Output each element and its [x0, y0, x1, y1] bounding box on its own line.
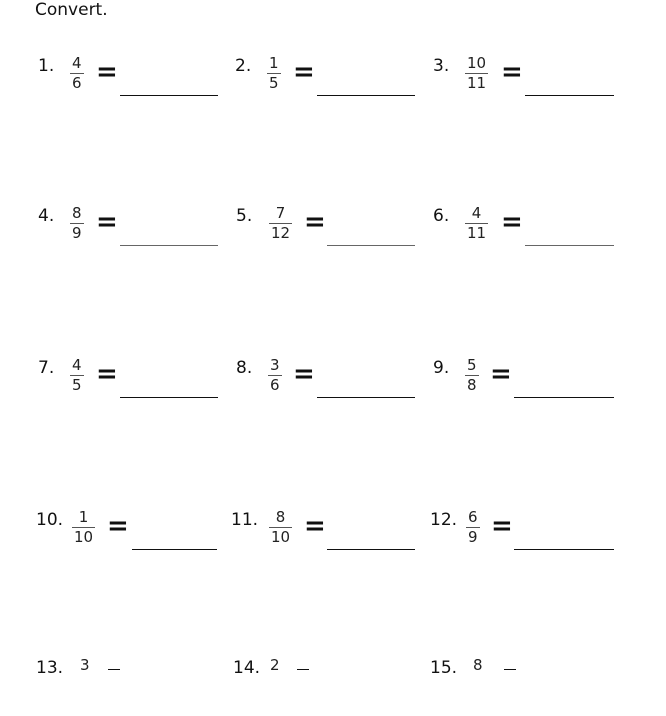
- problem-number: 14.: [233, 658, 261, 678]
- problem-8: [236, 354, 426, 414]
- equals-sign: =: [491, 511, 513, 541]
- answer-blank[interactable]: [317, 397, 415, 398]
- problem-number: 15.: [430, 658, 458, 678]
- numerator: 1: [269, 54, 279, 72]
- problem-13: [36, 656, 226, 716]
- fraction: [72, 509, 95, 546]
- answer-blank[interactable]: [327, 549, 415, 550]
- denominator: 11: [467, 74, 487, 92]
- fraction: [70, 205, 84, 242]
- equals-sign: =: [293, 359, 315, 389]
- equals-sign: =: [107, 511, 129, 541]
- fraction: [267, 55, 281, 92]
- numerator: 8: [275, 508, 286, 526]
- answer-blank[interactable]: [514, 397, 614, 398]
- answer-blank[interactable]: [120, 397, 218, 398]
- problem-number: 12.: [430, 510, 458, 530]
- problem-number: 11.: [231, 510, 259, 530]
- problem-14: [233, 656, 423, 716]
- answer-blank[interactable]: [132, 549, 217, 550]
- problem-number: 7.: [38, 358, 55, 378]
- problem-number: 8.: [236, 358, 253, 378]
- fraction: [269, 205, 292, 242]
- denominator: 5: [72, 376, 82, 394]
- fraction: [269, 509, 292, 546]
- problem-1: [38, 52, 228, 112]
- denominator: 10: [74, 528, 94, 546]
- numerator: 3: [80, 656, 90, 674]
- problem-10: [36, 506, 226, 566]
- problem-number: 1.: [38, 56, 55, 76]
- problem-11: [231, 506, 421, 566]
- answer-blank[interactable]: [120, 245, 218, 246]
- answer-blank[interactable]: [525, 95, 614, 96]
- problem-number: 5.: [236, 206, 253, 226]
- problem-5: [236, 202, 426, 262]
- answer-blank[interactable]: [317, 95, 415, 96]
- worksheet-title: Convert.: [35, 0, 108, 20]
- equals-sign: =: [293, 57, 315, 87]
- denominator: 10: [271, 528, 291, 546]
- denominator: 9: [468, 528, 478, 546]
- denominator: 12: [271, 224, 291, 242]
- numerator: 6: [468, 508, 478, 526]
- problem-3: [433, 52, 623, 112]
- numerator: 4: [72, 54, 82, 72]
- fraction-bar: [504, 669, 516, 670]
- numerator: 5: [467, 356, 477, 374]
- problem-number: 3.: [433, 56, 450, 76]
- problem-number: 2.: [235, 56, 252, 76]
- problem-6: [433, 202, 623, 262]
- fraction: [466, 509, 480, 546]
- fraction: [465, 55, 488, 92]
- equals-sign: =: [501, 57, 523, 87]
- denominator: 11: [467, 224, 487, 242]
- problem-number: 4.: [38, 206, 55, 226]
- problem-15: [430, 656, 620, 716]
- numerator: 8: [473, 656, 483, 674]
- numerator: 8: [72, 204, 82, 222]
- problem-number: 10.: [36, 510, 64, 530]
- equals-sign: =: [501, 207, 523, 237]
- denominator: 6: [72, 74, 82, 92]
- fraction: [465, 357, 479, 394]
- equals-sign: =: [96, 57, 118, 87]
- numerator: 3: [270, 356, 280, 374]
- answer-blank[interactable]: [525, 245, 614, 246]
- problem-2: [235, 52, 425, 112]
- problem-number: 13.: [36, 658, 64, 678]
- problem-4: [38, 202, 228, 262]
- denominator: 6: [270, 376, 280, 394]
- fraction-bar: [108, 669, 120, 670]
- problem-number: 6.: [433, 206, 450, 226]
- fraction: [268, 357, 282, 394]
- fraction: [465, 205, 488, 242]
- problem-12: [430, 506, 620, 566]
- equals-sign: =: [304, 511, 326, 541]
- numerator: 2: [270, 656, 280, 674]
- problem-number: 9.: [433, 358, 450, 378]
- fraction: [70, 55, 84, 92]
- fraction-bar: [297, 669, 309, 670]
- denominator: 9: [72, 224, 82, 242]
- denominator: 8: [467, 376, 477, 394]
- numerator: 1: [78, 508, 89, 526]
- numerator: 4: [72, 356, 82, 374]
- problem-9: [433, 354, 623, 414]
- answer-blank[interactable]: [327, 245, 415, 246]
- answer-blank[interactable]: [120, 95, 218, 96]
- numerator: 7: [275, 204, 286, 222]
- equals-sign: =: [304, 207, 326, 237]
- equals-sign: =: [96, 207, 118, 237]
- equals-sign: =: [490, 359, 512, 389]
- problem-7: [38, 354, 228, 414]
- numerator: 4: [471, 204, 482, 222]
- fraction: [70, 357, 84, 394]
- equals-sign: =: [96, 359, 118, 389]
- numerator: 10: [467, 54, 487, 72]
- answer-blank[interactable]: [514, 549, 614, 550]
- denominator: 5: [269, 74, 279, 92]
